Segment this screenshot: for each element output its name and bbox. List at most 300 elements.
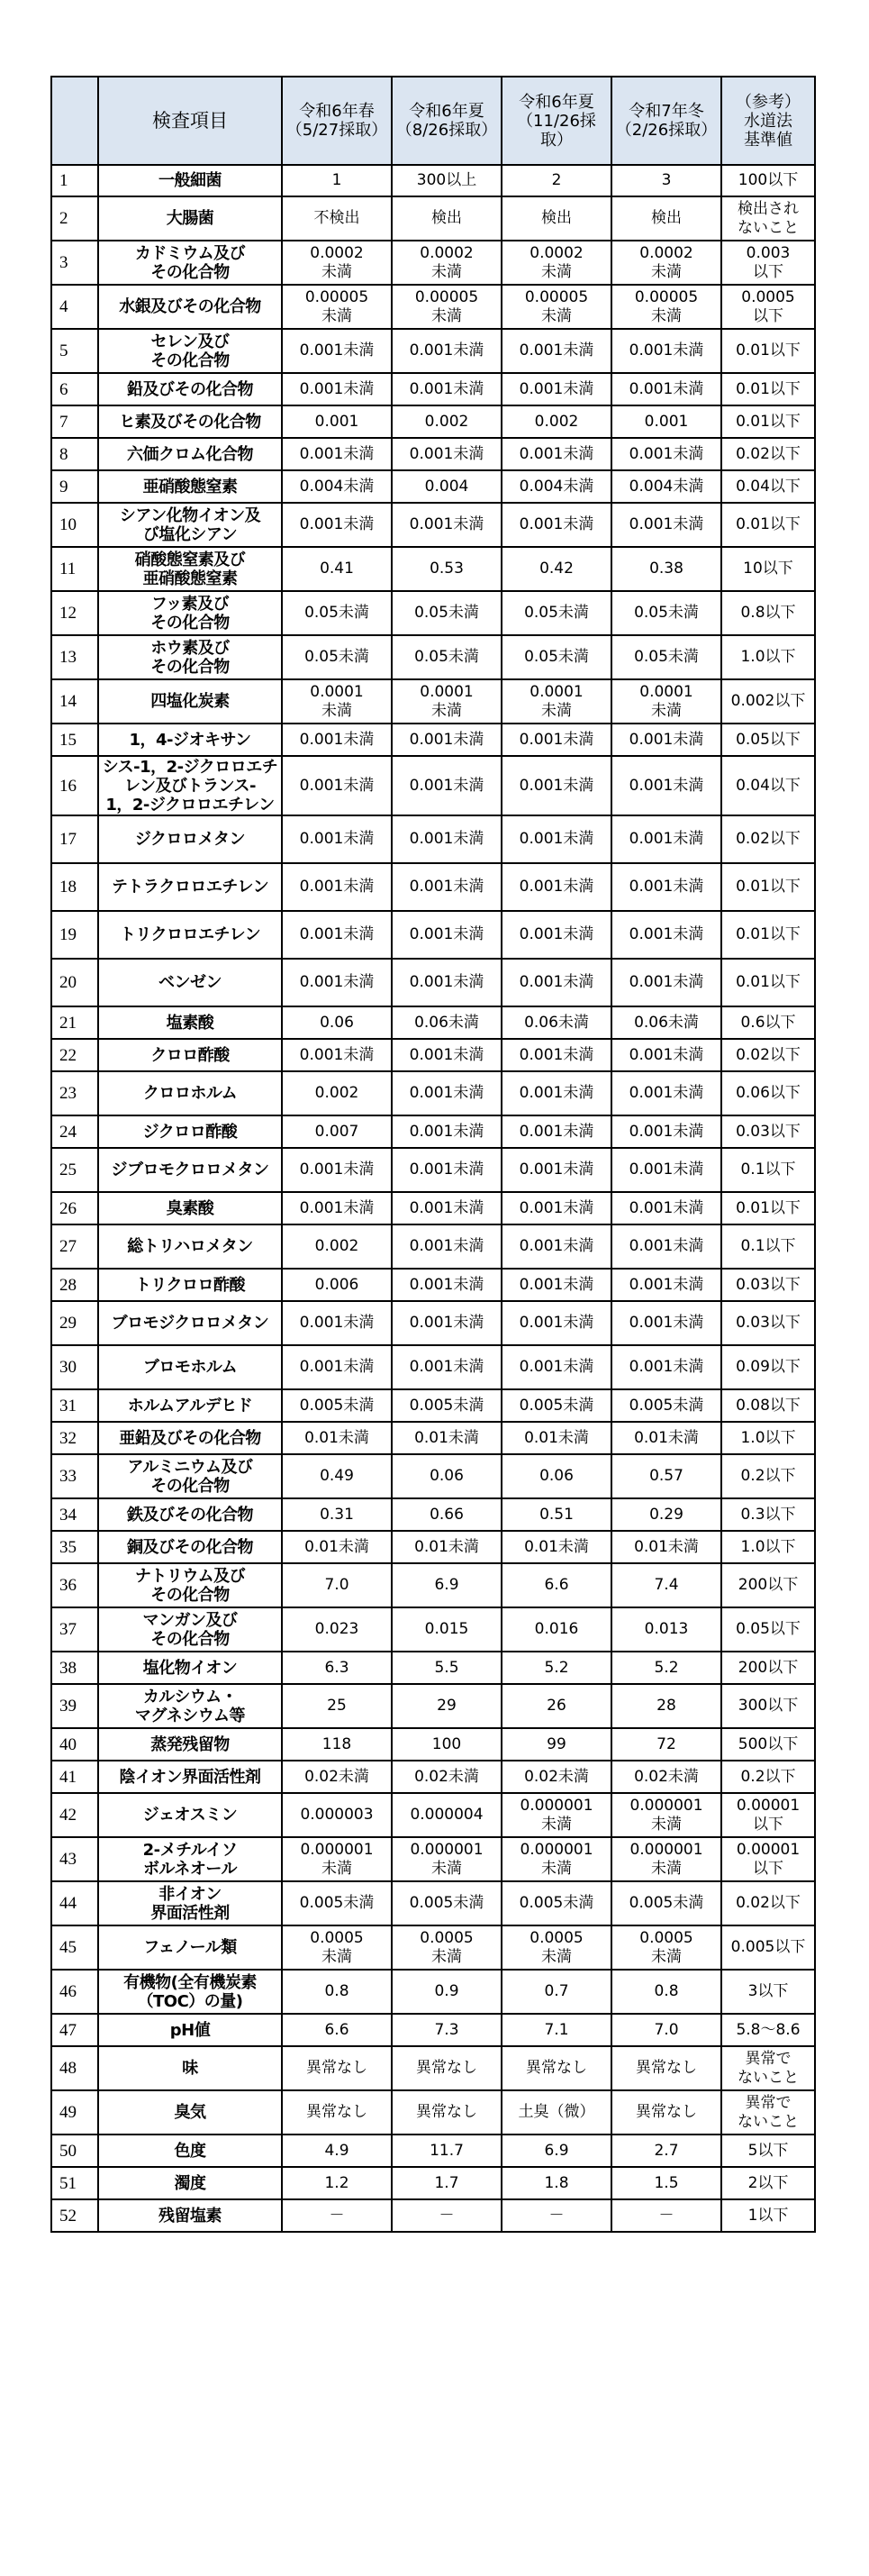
test-item-name: 味 bbox=[98, 2046, 282, 2090]
result-period-2: － bbox=[392, 2199, 502, 2232]
standard-value: 0.3以下 bbox=[721, 1498, 815, 1531]
result-period-1: 0.001未満 bbox=[282, 373, 392, 405]
row-number: 16 bbox=[51, 756, 98, 815]
result-period-1: 0.001未満 bbox=[282, 863, 392, 911]
table-row bbox=[51, 2046, 815, 2090]
result-period-4: 0.001未満 bbox=[611, 1224, 721, 1269]
table-row bbox=[51, 2167, 815, 2199]
result-period-2: 0.02未満 bbox=[392, 1761, 502, 1793]
standard-value: 0.03以下 bbox=[721, 1301, 815, 1345]
table-row bbox=[51, 470, 815, 503]
standard-value: 0.03以下 bbox=[721, 1115, 815, 1148]
standard-value: 100以下 bbox=[721, 165, 815, 196]
standard-value: 0.01以下 bbox=[721, 405, 815, 438]
result-period-2: 0.9 bbox=[392, 1970, 502, 2014]
row-number: 4 bbox=[51, 285, 98, 329]
table-row bbox=[51, 405, 815, 438]
standard-value: 1.0以下 bbox=[721, 635, 815, 679]
result-period-4: 0.06未満 bbox=[611, 1006, 721, 1039]
standard-value: 0.05以下 bbox=[721, 1607, 815, 1652]
result-period-4: 0.0005 未満 bbox=[611, 1925, 721, 1970]
result-period-4: 2.7 bbox=[611, 2135, 721, 2167]
result-period-3: 土臭（微） bbox=[502, 2090, 611, 2135]
row-number: 48 bbox=[51, 2046, 98, 2090]
row-number: 5 bbox=[51, 329, 98, 373]
table-row bbox=[51, 1684, 815, 1728]
result-period-1: 0.001未満 bbox=[282, 1039, 392, 1071]
test-item-name: フェノール類 bbox=[98, 1925, 282, 1970]
result-period-3: 0.001未満 bbox=[502, 1148, 611, 1192]
result-period-2: 6.9 bbox=[392, 1563, 502, 1607]
table-row bbox=[51, 635, 815, 679]
table-row bbox=[51, 2199, 815, 2232]
result-period-3: 0.001未満 bbox=[502, 503, 611, 547]
result-period-3: 0.001未満 bbox=[502, 1071, 611, 1115]
result-period-2: 0.01未満 bbox=[392, 1422, 502, 1454]
standard-value: 0.00001 以下 bbox=[721, 1793, 815, 1837]
test-item-name: ジェオスミン bbox=[98, 1793, 282, 1837]
result-period-2: 0.001未満 bbox=[392, 1269, 502, 1301]
test-item-name: セレン及び その化合物 bbox=[98, 329, 282, 373]
standard-value: 1以下 bbox=[721, 2199, 815, 2232]
result-period-1: 6.6 bbox=[282, 2014, 392, 2046]
standard-value: 500以下 bbox=[721, 1728, 815, 1761]
result-period-3: 0.001未満 bbox=[502, 1269, 611, 1301]
result-period-3: 0.001未満 bbox=[502, 863, 611, 911]
result-period-2: 0.001未満 bbox=[392, 1039, 502, 1071]
result-period-2: 0.001未満 bbox=[392, 815, 502, 863]
result-period-4: 0.001未満 bbox=[611, 373, 721, 405]
result-period-1: 0.001未満 bbox=[282, 724, 392, 756]
standard-value: 0.01以下 bbox=[721, 503, 815, 547]
result-period-3: 異常なし bbox=[502, 2046, 611, 2090]
result-period-3: 0.05未満 bbox=[502, 591, 611, 635]
row-number: 17 bbox=[51, 815, 98, 863]
test-item-name: 銅及びその化合物 bbox=[98, 1531, 282, 1563]
test-item-name: 硝酸態窒素及び 亜硝酸態窒素 bbox=[98, 547, 282, 591]
row-number: 36 bbox=[51, 1563, 98, 1607]
result-period-2: 0.0001 未満 bbox=[392, 679, 502, 724]
test-item-name: トリクロロエチレン bbox=[98, 911, 282, 959]
test-item-name: 四塩化炭素 bbox=[98, 679, 282, 724]
standard-value: 5.8～8.6 bbox=[721, 2014, 815, 2046]
test-item-name: カルシウム・ マグネシウム等 bbox=[98, 1684, 282, 1728]
table-row bbox=[51, 2014, 815, 2046]
test-item-name: アルミニウム及び その化合物 bbox=[98, 1454, 282, 1498]
result-period-3: 1.8 bbox=[502, 2167, 611, 2199]
table-row bbox=[51, 1607, 815, 1652]
test-item-name: 残留塩素 bbox=[98, 2199, 282, 2232]
test-item-name: ブロモジクロロメタン bbox=[98, 1301, 282, 1345]
standard-value: 0.01以下 bbox=[721, 373, 815, 405]
row-number: 9 bbox=[51, 470, 98, 503]
row-number: 27 bbox=[51, 1224, 98, 1269]
test-item-name: 亜鉛及びその化合物 bbox=[98, 1422, 282, 1454]
table-row bbox=[51, 2090, 815, 2135]
test-item-name: 非イオン 界面活性剤 bbox=[98, 1881, 282, 1925]
result-period-2: 0.001未満 bbox=[392, 1224, 502, 1269]
result-period-1: 0.004未満 bbox=[282, 470, 392, 503]
row-number: 6 bbox=[51, 373, 98, 405]
table-row bbox=[51, 1498, 815, 1531]
table-row bbox=[51, 1652, 815, 1684]
result-period-1: － bbox=[282, 2199, 392, 2232]
standard-value: 200以下 bbox=[721, 1652, 815, 1684]
result-period-4: 異常なし bbox=[611, 2046, 721, 2090]
result-period-1: 0.00005 未満 bbox=[282, 285, 392, 329]
result-period-1: 不検出 bbox=[282, 196, 392, 241]
row-number: 29 bbox=[51, 1301, 98, 1345]
result-period-2: 0.000001 未満 bbox=[392, 1837, 502, 1881]
standard-value: 0.8以下 bbox=[721, 591, 815, 635]
result-period-2: 0.001未満 bbox=[392, 1148, 502, 1192]
row-number: 22 bbox=[51, 1039, 98, 1071]
result-period-4: 0.005未満 bbox=[611, 1881, 721, 1925]
row-number: 28 bbox=[51, 1269, 98, 1301]
result-period-4: 0.001 bbox=[611, 405, 721, 438]
result-period-4: 0.01未満 bbox=[611, 1422, 721, 1454]
result-period-3: 0.0005 未満 bbox=[502, 1925, 611, 1970]
result-period-4: 28 bbox=[611, 1684, 721, 1728]
result-period-2: 異常なし bbox=[392, 2046, 502, 2090]
row-number: 20 bbox=[51, 959, 98, 1006]
result-period-2: 0.005未満 bbox=[392, 1881, 502, 1925]
result-period-4: 0.8 bbox=[611, 1970, 721, 2014]
test-item-name: 有機物(全有機炭素 （TOC）の量) bbox=[98, 1970, 282, 2014]
result-period-4: 7.4 bbox=[611, 1563, 721, 1607]
test-item-name: 鉄及びその化合物 bbox=[98, 1498, 282, 1531]
result-period-1: 1.2 bbox=[282, 2167, 392, 2199]
table-row bbox=[51, 591, 815, 635]
result-period-1: 0.001未満 bbox=[282, 815, 392, 863]
result-period-2: 0.001未満 bbox=[392, 503, 502, 547]
table-row bbox=[51, 196, 815, 241]
result-period-3: 0.001未満 bbox=[502, 756, 611, 815]
result-period-2: 0.001未満 bbox=[392, 724, 502, 756]
test-item-name: 臭気 bbox=[98, 2090, 282, 2135]
row-number: 14 bbox=[51, 679, 98, 724]
result-period-2: 0.0002 未満 bbox=[392, 241, 502, 285]
result-period-3: 0.016 bbox=[502, 1607, 611, 1652]
result-period-3: 0.001未満 bbox=[502, 724, 611, 756]
test-item-name: シス-1，2-ジクロロエチ レン及びトランス- 1，2-ジクロロエチレン bbox=[98, 756, 282, 815]
table-row bbox=[51, 724, 815, 756]
result-period-1: 0.001未満 bbox=[282, 503, 392, 547]
result-period-4: 0.001未満 bbox=[611, 438, 721, 470]
header-period-1: 令和6年春 （5/27採取） bbox=[282, 77, 392, 165]
result-period-3: 0.001未満 bbox=[502, 373, 611, 405]
result-period-3: 7.1 bbox=[502, 2014, 611, 2046]
result-period-3: 0.002 bbox=[502, 405, 611, 438]
result-period-1: 0.001未満 bbox=[282, 756, 392, 815]
standard-value: 0.01以下 bbox=[721, 863, 815, 911]
test-item-name: 水銀及びその化合物 bbox=[98, 285, 282, 329]
table-row bbox=[51, 1563, 815, 1607]
standard-value: 0.04以下 bbox=[721, 756, 815, 815]
result-period-1: 0.023 bbox=[282, 1607, 392, 1652]
test-item-name: ジクロロ酢酸 bbox=[98, 1115, 282, 1148]
result-period-3: 0.000001 未満 bbox=[502, 1837, 611, 1881]
result-period-3: 検出 bbox=[502, 196, 611, 241]
result-period-2: 0.01未満 bbox=[392, 1531, 502, 1563]
row-number: 1 bbox=[51, 165, 98, 196]
result-period-1: 0.001未満 bbox=[282, 1301, 392, 1345]
table-row bbox=[51, 503, 815, 547]
result-period-2: 0.001未満 bbox=[392, 863, 502, 911]
result-period-1: 異常なし bbox=[282, 2046, 392, 2090]
table-row bbox=[51, 1269, 815, 1301]
result-period-4: 0.001未満 bbox=[611, 1039, 721, 1071]
result-period-4: 0.38 bbox=[611, 547, 721, 591]
result-period-2: 0.000004 bbox=[392, 1793, 502, 1837]
result-period-3: 0.001未満 bbox=[502, 1039, 611, 1071]
result-period-4: 0.001未満 bbox=[611, 863, 721, 911]
test-item-name: シアン化物イオン及 び塩化シアン bbox=[98, 503, 282, 547]
result-period-4: 0.001未満 bbox=[611, 1345, 721, 1389]
result-period-4: 0.05未満 bbox=[611, 635, 721, 679]
result-period-1: 4.9 bbox=[282, 2135, 392, 2167]
water-quality-table bbox=[50, 76, 816, 2233]
row-number: 3 bbox=[51, 241, 98, 285]
standard-value: 0.2以下 bbox=[721, 1761, 815, 1793]
row-number: 51 bbox=[51, 2167, 98, 2199]
test-item-name: 臭素酸 bbox=[98, 1192, 282, 1224]
row-number: 26 bbox=[51, 1192, 98, 1224]
test-item-name: 陰イオン界面活性剤 bbox=[98, 1761, 282, 1793]
result-period-2: 0.00005 未満 bbox=[392, 285, 502, 329]
standard-value: 0.6以下 bbox=[721, 1006, 815, 1039]
result-period-1: 0.000003 bbox=[282, 1793, 392, 1837]
result-period-2: 0.0005 未満 bbox=[392, 1925, 502, 1970]
result-period-4: 0.000001 未満 bbox=[611, 1793, 721, 1837]
result-period-1: 0.000001 未満 bbox=[282, 1837, 392, 1881]
table-row bbox=[51, 1039, 815, 1071]
result-period-1: 0.41 bbox=[282, 547, 392, 591]
row-number: 41 bbox=[51, 1761, 98, 1793]
result-period-1: 0.0001 未満 bbox=[282, 679, 392, 724]
row-number: 43 bbox=[51, 1837, 98, 1881]
table-row bbox=[51, 1531, 815, 1563]
result-period-3: 6.6 bbox=[502, 1563, 611, 1607]
table-row bbox=[51, 1793, 815, 1837]
result-period-4: 0.001未満 bbox=[611, 1115, 721, 1148]
row-number: 15 bbox=[51, 724, 98, 756]
result-period-2: 0.001未満 bbox=[392, 373, 502, 405]
row-number: 50 bbox=[51, 2135, 98, 2167]
result-period-2: 異常なし bbox=[392, 2090, 502, 2135]
row-number: 52 bbox=[51, 2199, 98, 2232]
table-body bbox=[51, 165, 815, 2232]
standard-value: 0.003 以下 bbox=[721, 241, 815, 285]
standard-value: 0.01以下 bbox=[721, 959, 815, 1006]
result-period-3: 0.06 bbox=[502, 1454, 611, 1498]
result-period-2: 11.7 bbox=[392, 2135, 502, 2167]
row-number: 40 bbox=[51, 1728, 98, 1761]
standard-value: 検出され ないこと bbox=[721, 196, 815, 241]
standard-value: 0.01以下 bbox=[721, 329, 815, 373]
row-number: 30 bbox=[51, 1345, 98, 1389]
row-number: 2 bbox=[51, 196, 98, 241]
result-period-4: 0.001未満 bbox=[611, 815, 721, 863]
row-number: 25 bbox=[51, 1148, 98, 1192]
table-row bbox=[51, 1192, 815, 1224]
row-number: 46 bbox=[51, 1970, 98, 2014]
result-period-4: 検出 bbox=[611, 196, 721, 241]
standard-value: 0.02以下 bbox=[721, 1881, 815, 1925]
result-period-1: 0.002 bbox=[282, 1224, 392, 1269]
test-item-name: 塩素酸 bbox=[98, 1006, 282, 1039]
test-item-name: テトラクロロエチレン bbox=[98, 863, 282, 911]
result-period-1: 7.0 bbox=[282, 1563, 392, 1607]
standard-value: 0.02以下 bbox=[721, 438, 815, 470]
standard-value: 0.01以下 bbox=[721, 1192, 815, 1224]
result-period-2: 0.005未満 bbox=[392, 1389, 502, 1422]
standard-value: 0.09以下 bbox=[721, 1345, 815, 1389]
table-row bbox=[51, 815, 815, 863]
result-period-4: 0.001未満 bbox=[611, 911, 721, 959]
result-period-4: 0.000001 未満 bbox=[611, 1837, 721, 1881]
result-period-2: 100 bbox=[392, 1728, 502, 1761]
result-period-3: 0.51 bbox=[502, 1498, 611, 1531]
table-row bbox=[51, 1301, 815, 1345]
result-period-2: 0.53 bbox=[392, 547, 502, 591]
result-period-4: 3 bbox=[611, 165, 721, 196]
result-period-4: 0.004未満 bbox=[611, 470, 721, 503]
row-number: 45 bbox=[51, 1925, 98, 1970]
result-period-3: 0.01未満 bbox=[502, 1422, 611, 1454]
result-period-3: 0.05未満 bbox=[502, 635, 611, 679]
standard-value: 1.0以下 bbox=[721, 1422, 815, 1454]
test-item-name: ホウ素及び その化合物 bbox=[98, 635, 282, 679]
row-number: 19 bbox=[51, 911, 98, 959]
standard-value: 200以下 bbox=[721, 1563, 815, 1607]
test-item-name: 1，4-ジオキサン bbox=[98, 724, 282, 756]
result-period-2: 0.001未満 bbox=[392, 1192, 502, 1224]
test-item-name: ブロモホルム bbox=[98, 1345, 282, 1389]
table-row bbox=[51, 1454, 815, 1498]
result-period-3: 0.001未満 bbox=[502, 1301, 611, 1345]
header-item: 検査項目 bbox=[98, 77, 282, 165]
result-period-4: 0.02未満 bbox=[611, 1761, 721, 1793]
result-period-1: 0.01未満 bbox=[282, 1422, 392, 1454]
result-period-4: － bbox=[611, 2199, 721, 2232]
row-number: 12 bbox=[51, 591, 98, 635]
result-period-3: 0.06未満 bbox=[502, 1006, 611, 1039]
result-period-4: 0.00005 未満 bbox=[611, 285, 721, 329]
standard-value: 10以下 bbox=[721, 547, 815, 591]
row-number: 7 bbox=[51, 405, 98, 438]
table-row bbox=[51, 1115, 815, 1148]
result-period-1: 0.007 bbox=[282, 1115, 392, 1148]
row-number: 49 bbox=[51, 2090, 98, 2135]
result-period-3: 0.001未満 bbox=[502, 911, 611, 959]
header-period-2: 令和6年夏 （8/26採取） bbox=[392, 77, 502, 165]
result-period-2: 0.001未満 bbox=[392, 911, 502, 959]
standard-value: 0.002以下 bbox=[721, 679, 815, 724]
test-item-name: マンガン及び その化合物 bbox=[98, 1607, 282, 1652]
result-period-1: 0.001未満 bbox=[282, 911, 392, 959]
table-row bbox=[51, 1389, 815, 1422]
result-period-1: 異常なし bbox=[282, 2090, 392, 2135]
table-row bbox=[51, 547, 815, 591]
standard-value: 異常で ないこと bbox=[721, 2090, 815, 2135]
row-number: 18 bbox=[51, 863, 98, 911]
result-period-3: 0.0001 未満 bbox=[502, 679, 611, 724]
result-period-3: 26 bbox=[502, 1684, 611, 1728]
table-row bbox=[51, 1970, 815, 2014]
test-item-name: 一般細菌 bbox=[98, 165, 282, 196]
standard-value: 0.08以下 bbox=[721, 1389, 815, 1422]
result-period-2: 0.001未満 bbox=[392, 1115, 502, 1148]
test-item-name: 蒸発残留物 bbox=[98, 1728, 282, 1761]
table-row bbox=[51, 1224, 815, 1269]
table-row bbox=[51, 1925, 815, 1970]
table-row bbox=[51, 285, 815, 329]
result-period-2: 0.002 bbox=[392, 405, 502, 438]
test-item-name: 大腸菌 bbox=[98, 196, 282, 241]
table-row bbox=[51, 165, 815, 196]
result-period-1: 0.0005 未満 bbox=[282, 1925, 392, 1970]
row-number: 47 bbox=[51, 2014, 98, 2046]
standard-value: 異常で ないこと bbox=[721, 2046, 815, 2090]
result-period-4: 0.29 bbox=[611, 1498, 721, 1531]
test-item-name: フッ素及び その化合物 bbox=[98, 591, 282, 635]
result-period-3: 99 bbox=[502, 1728, 611, 1761]
standard-value: 0.02以下 bbox=[721, 815, 815, 863]
test-item-name: 総トリハロメタン bbox=[98, 1224, 282, 1269]
result-period-3: 0.001未満 bbox=[502, 1224, 611, 1269]
result-period-4: 0.001未満 bbox=[611, 1192, 721, 1224]
table-row bbox=[51, 1837, 815, 1881]
result-period-2: 7.3 bbox=[392, 2014, 502, 2046]
result-period-4: 0.001未満 bbox=[611, 756, 721, 815]
result-period-2: 0.001未満 bbox=[392, 438, 502, 470]
standard-value: 0.01以下 bbox=[721, 911, 815, 959]
table-row bbox=[51, 1728, 815, 1761]
result-period-4: 0.001未満 bbox=[611, 503, 721, 547]
result-period-2: 0.001未満 bbox=[392, 329, 502, 373]
result-period-1: 0.02未満 bbox=[282, 1761, 392, 1793]
result-period-4: 72 bbox=[611, 1728, 721, 1761]
test-item-name: クロロホルム bbox=[98, 1071, 282, 1115]
result-period-3: 0.7 bbox=[502, 1970, 611, 2014]
result-period-4: 0.001未満 bbox=[611, 1269, 721, 1301]
standard-value: 2以下 bbox=[721, 2167, 815, 2199]
standard-value: 0.06以下 bbox=[721, 1071, 815, 1115]
table-row bbox=[51, 911, 815, 959]
test-item-name: ベンゼン bbox=[98, 959, 282, 1006]
result-period-4: 0.001未満 bbox=[611, 724, 721, 756]
result-period-2: 0.05未満 bbox=[392, 635, 502, 679]
row-number: 44 bbox=[51, 1881, 98, 1925]
result-period-3: 0.001未満 bbox=[502, 329, 611, 373]
row-number: 24 bbox=[51, 1115, 98, 1148]
result-period-1: 0.06 bbox=[282, 1006, 392, 1039]
row-number: 33 bbox=[51, 1454, 98, 1498]
result-period-4: 5.2 bbox=[611, 1652, 721, 1684]
result-period-3: 0.42 bbox=[502, 547, 611, 591]
test-item-name: ナトリウム及び その化合物 bbox=[98, 1563, 282, 1607]
result-period-3: 0.000001 未満 bbox=[502, 1793, 611, 1837]
table-row bbox=[51, 1148, 815, 1192]
result-period-1: 0.01未満 bbox=[282, 1531, 392, 1563]
result-period-2: 0.001未満 bbox=[392, 1301, 502, 1345]
table-row bbox=[51, 1881, 815, 1925]
standard-value: 0.1以下 bbox=[721, 1148, 815, 1192]
result-period-1: 0.31 bbox=[282, 1498, 392, 1531]
result-period-3: 5.2 bbox=[502, 1652, 611, 1684]
result-period-2: 300以上 bbox=[392, 165, 502, 196]
